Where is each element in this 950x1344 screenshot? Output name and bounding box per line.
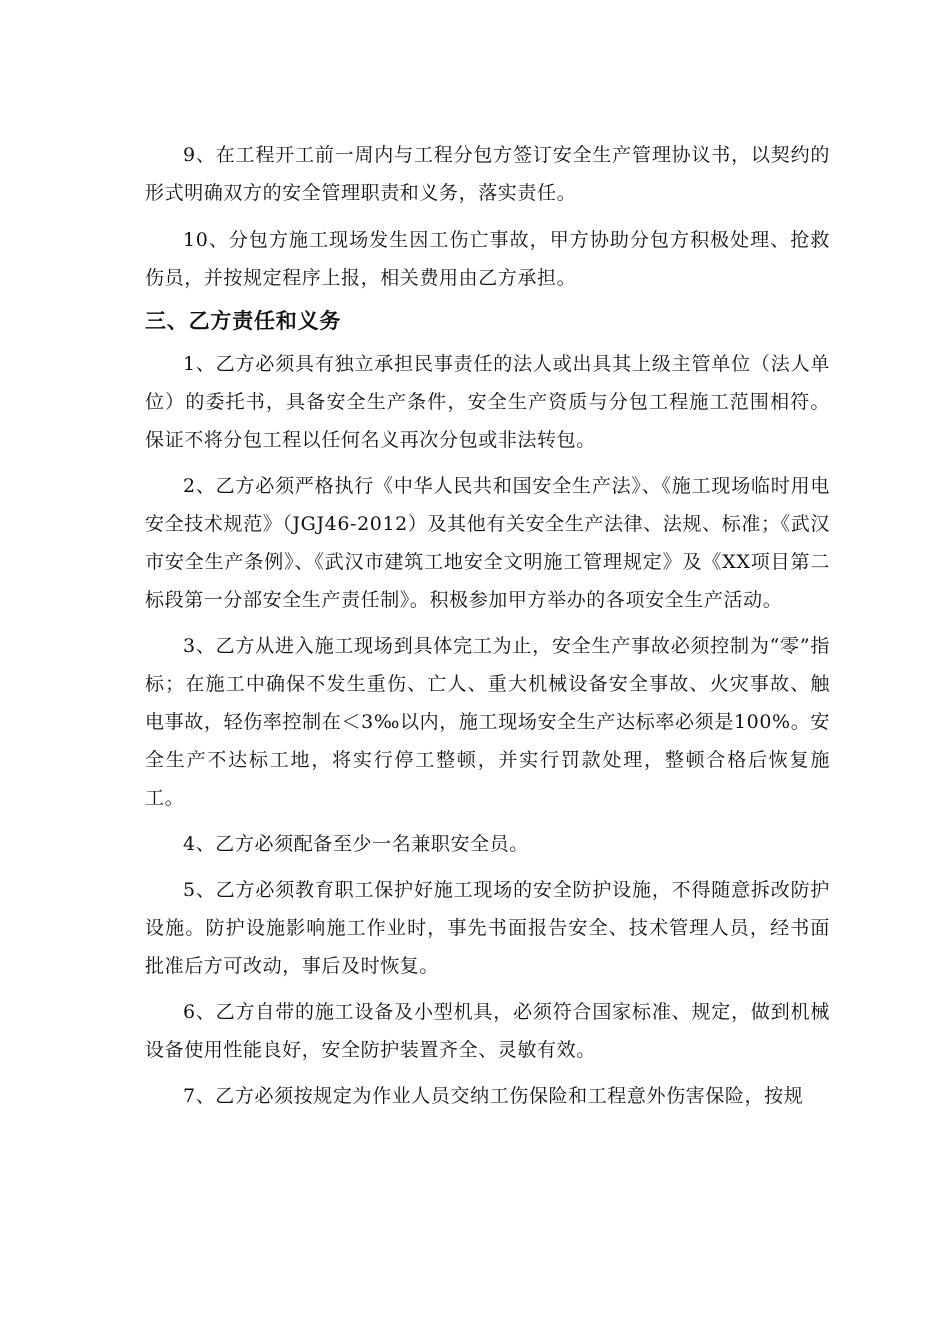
document-body bbox=[145, 136, 830, 1115]
paragraph-obligation-7: 7、乙方必须按规定为作业人员交纳工伤保险和工程意外伤害保险，按规 bbox=[183, 1085, 804, 1107]
paragraph-obligation-3: 3、乙方从进入施工现场到具体完工为止，安全生产事故必须控制为“零”指标；在施工中确保不发生重伤、亡人、重大机械设备安全事故、火灾事故、触电事故，轻伤率控制在＜3‰以内，施工现场安全生产达标率必须是100%。安全生产不达标工地，将实行停工整顿，并实行罚款处理，整顿合格后恢复施工。 bbox=[145, 635, 830, 809]
paragraph-obligation-4: 4、乙方必须配备至少一名兼职安全员。 bbox=[183, 833, 529, 855]
paragraph-obligation-6: 6、乙方自带的施工设备及小型机具，必须符合国家标准、规定，做到机械设备使用性能良好，安全防护装置齐全、灵敏有效。 bbox=[145, 1001, 830, 1061]
paragraph-obligation-2: 2、乙方必须严格执行《中华人民共和国安全生产法》、《施工现场临时用电安全技术规范》（JGJ46-2012）及其他有关安全生产法律、法规、标准；《武汉市安全生产条例》、《武汉市建筑工地安全文明施工管理规定》及《XX项目第二标段第一分部安全生产责任制》。积极参加甲方举办的各项安全生产活动。 bbox=[145, 475, 830, 611]
paragraph-obligation-5: 5、乙方必须教育职工保护好施工现场的安全防护设施，不得随意拆改防护设施。防护设施影响施工作业时，事先书面报告安全、技术管理人员，经书面批准后方可改动，事后及时恢复。 bbox=[145, 879, 830, 977]
section-heading: 三、乙方责任和义务 bbox=[145, 309, 342, 333]
paragraph-item-10: 10、分包方施工现场发生因工伤亡事故，甲方协助分包方积极处理、抢救伤员，并按规定程序上报，相关费用由乙方承担。 bbox=[145, 229, 830, 289]
paragraph-obligation-1: 1、乙方必须具有独立承担民事责任的法人或出具其上级主管单位（法人单位）的委托书，具备安全生产条件，安全生产资质与分包工程施工范围相符。保证不将分包工程以任何名义再次分包或非法转包。 bbox=[145, 353, 830, 451]
paragraph-item-9: 9、在工程开工前一周内与工程分包方签订安全生产管理协议书，以契约的形式明确双方的安全管理职责和义务，落实责任。 bbox=[145, 144, 830, 204]
